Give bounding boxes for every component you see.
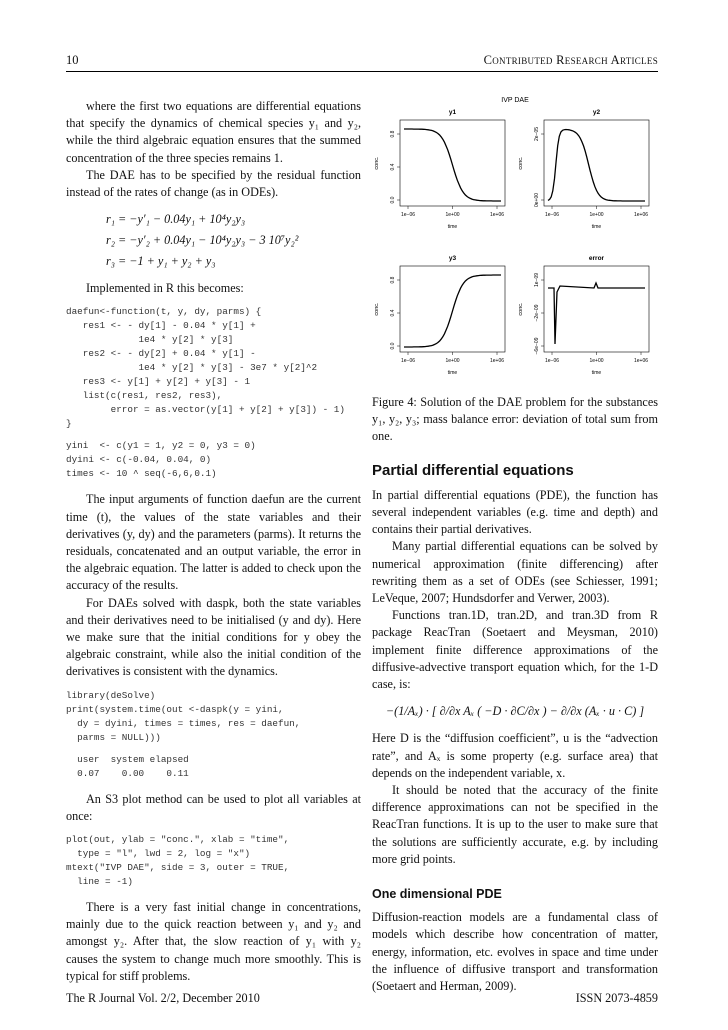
y-tick-label: 0.8 — [390, 130, 396, 138]
x-axis-label: time — [591, 370, 602, 376]
figure-caption: Figure 4: Solution of the DAE problem for the substances y₁, y₂, y₃; mass balance error: deviation of total sum from one. — [372, 395, 658, 444]
equation-r3: r₃ = −1 + y₁ + y₂ + y₃ — [106, 254, 216, 269]
x-tick-label: 1e+00 — [589, 212, 604, 218]
series-line — [548, 130, 645, 202]
x-tick-label: 1e+00 — [445, 212, 460, 218]
y-tick-label: 1e−09 — [534, 272, 540, 288]
y-axis-label: conc. — [518, 302, 524, 316]
x-tick-label: 1e−06 — [400, 212, 416, 218]
x-tick-label: 1e−06 — [544, 212, 560, 218]
y-tick-label: −6e−09 — [534, 337, 540, 355]
subsection-heading: One dimensional PDE — [372, 887, 502, 902]
paragraph: There is a very fast initial change in concentrations, mainly due to the quick reaction between y₁ and y₂ and amongst y₂. After that, the slow reaction of y₁ with y₂ causes the system to change much more smoothly. This is typical for stiff problems. — [66, 900, 361, 983]
paragraph: For DAEs solved with daspk, both the state variables and their derivatives need to be initialised (y and dy). Here we make sure that the initial conditions for y obey the algebraic constraint, while also the initial condition of the derivatives is consistent with the dynamics. — [66, 595, 361, 679]
x-tick-label: 1e+06 — [489, 212, 505, 218]
running-header — [66, 52, 658, 72]
figure-outer-title: IVP DAE — [501, 97, 529, 104]
x-tick-label: 1e+00 — [445, 358, 460, 364]
y-tick-label: 0.0 — [390, 342, 396, 350]
y-tick-label: 0.4 — [390, 309, 396, 317]
y-tick-label: 0e+00 — [534, 192, 540, 208]
transport-equation: −(1/Aₓ) · [ ∂/∂x Aₓ ( −D · ∂C/∂x ) − ∂/∂x (Aₓ · u · C) ] — [385, 704, 645, 719]
y-tick-label: 0.0 — [390, 196, 396, 204]
panel-title: error — [588, 255, 605, 262]
code-output: user system elapsed 0.07 0.00 0.11 — [77, 753, 189, 779]
paragraph: where the first two equations are differential equations that specify the dynamics of chemical species y₁ and y₂, while the third algebraic equation ensures that the summed concentration of the three species remains 1. — [66, 99, 361, 165]
paragraph: The input arguments of function daefun are the current time (t), the values of the state variables and their derivatives (y, dy) and the parameters (parms). It returns the residuals, concatenated and an output variable, the error in the algebraic equation. The latter is added to check upon the accuracy of the results. — [66, 492, 361, 593]
journal-info: The R Journal Vol. 2/2, December 2010 — [66, 991, 260, 1005]
paragraph: Diffusion-reaction models are a fundamental class of models which describe how concentration of matter, energy, information, etc. evolves in space and time under the influence of diffusive transport and transformation (Soetaert and Herman, 2009). — [372, 910, 658, 994]
x-axis-label: time — [447, 224, 458, 230]
paragraph: Implemented in R this becomes: — [86, 281, 244, 296]
code-block: yini <- c(y1 = 1, y2 = 0, y3 = 0) dyini <- c(-0.04, 0.04, 0) times <- 10 ^ seq(-6,6,0.1) — [66, 440, 256, 480]
code-block: plot(out, ylab = "conc.", xlab = "time", type = "l", lwd = 2, log = "x") mtext("IVP DAE", side = 3, outer = TRUE, line = -1) — [66, 834, 290, 888]
y-axis-label: conc. — [374, 302, 380, 316]
paragraph: Functions tran.1D, tran.2D, and tran.3D from R package ReacTran (Soetaert and Meysman, 2010) implement finite difference approximations of the diffusive-advective transport equation which, for the 1-D case, is: — [372, 608, 658, 692]
equation-r2: r₂ = −y′₂ + 0.04y₁ − 10⁴y₂y₃ − 3 10⁷y₂² — [106, 233, 299, 248]
section-heading: Partial differential equations — [372, 461, 574, 479]
issn: ISSN 2073-4859 — [575, 991, 658, 1005]
equation-r1: r₁ = −y′₁ − 0.04y₁ + 10⁴y₂y₃ — [106, 212, 246, 227]
code-block: daefun<-function(t, y, dy, parms) { res1 <- - dy[1] - 0.04 * y[1] + 1e4 * y[2] * y[3] res2 <- - dy[2] + 0.04 * y[1] - 1e4 * y[2] * y[3] - 3e7 * y[2]^2 res3 <- y[1] + y[2] + y[3] - 1 list(c(res1, res2, res3), error = as.vector(y[1] + y[2] + y[3]) - 1) } — [66, 306, 345, 430]
series-line — [548, 283, 645, 344]
paragraph: Here D is the “diffusion coefficient”, u is the “advection rate”, and Aₓ is some property (e.g. surface area) that depends on the independent variable, x. — [372, 731, 658, 780]
figure-4 — [372, 88, 658, 388]
paragraph: It should be noted that the accuracy of the finite difference approximations can not be specified in the ReacTran functions. It is up to the user to make sure that the solutions are sufficiently accurate, e.g. by including more grid points. — [372, 783, 658, 866]
x-axis-label: time — [447, 370, 458, 376]
panel-frame — [544, 266, 649, 352]
y-tick-label: 0.4 — [390, 163, 396, 171]
x-tick-label: 1e+00 — [589, 358, 604, 364]
panel-title: y1 — [448, 109, 457, 116]
x-tick-label: 1e+06 — [489, 358, 505, 364]
residual-equations — [106, 209, 361, 272]
left-column — [66, 98, 361, 985]
panel-title: y2 — [592, 109, 601, 116]
code-block: library(deSolve) print(system.time(out <-daspk(y = yini, dy = dyini, times = times, res = daefun, parms = NULL))) — [66, 689, 301, 743]
panel-frame — [544, 120, 649, 206]
section-title: Contributed Research Articles — [483, 53, 658, 67]
x-tick-label: 1e+06 — [633, 212, 649, 218]
x-tick-label: 1e−06 — [400, 358, 416, 364]
y-tick-label: 0.8 — [390, 276, 396, 284]
right-column — [372, 88, 658, 995]
x-tick-label: 1e−06 — [544, 358, 560, 364]
y-tick-label: −2e−09 — [534, 304, 540, 322]
figure-plot — [372, 88, 658, 388]
x-tick-label: 1e+06 — [633, 358, 649, 364]
paragraph: An S3 plot method can be used to plot all variables at once: — [66, 791, 361, 823]
panel-title: y3 — [448, 255, 457, 262]
y-axis-label: conc. — [518, 156, 524, 170]
paragraph: In partial differential equations (PDE), the function has several independent variables (e.g. time and depth) and contains their partial derivatives. — [372, 487, 658, 537]
series-line — [404, 129, 501, 201]
y-axis-label: conc. — [374, 156, 380, 170]
page-number: 10 — [66, 53, 79, 67]
paragraph: The DAE has to be specified by the residual function instead of the rates of change (as in ODEs). — [66, 167, 361, 200]
paragraph: Many partial differential equations can be solved by numerical approximation (finite differencing) after rewriting them as a set of ODEs (see Schiesser, 1991; LeVeque, 2007; Hundsdorfer and Verwer, 2003). — [372, 539, 658, 606]
header-rule — [66, 71, 658, 72]
y-tick-label: 2e−05 — [534, 126, 540, 142]
series-line — [404, 275, 501, 347]
x-axis-label: time — [591, 224, 602, 230]
